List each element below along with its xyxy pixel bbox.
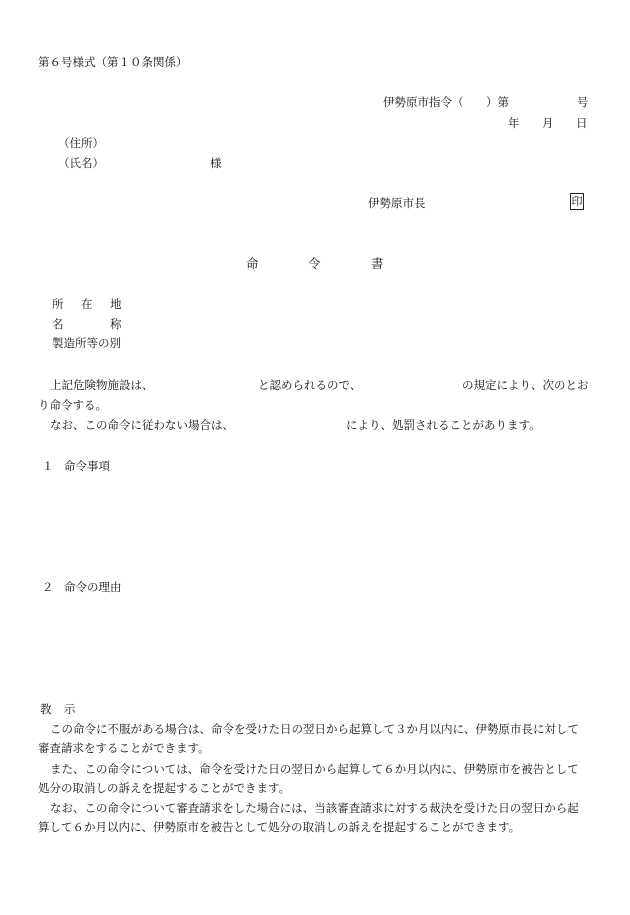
form-label: 第６号様式（第１０条関係） — [38, 55, 188, 69]
issuer-title: 伊勢原市長 — [368, 196, 426, 210]
section-2-label: 命令の理由 — [64, 580, 122, 594]
date-day: 日 — [576, 116, 588, 130]
location-label-char-3: 地 — [110, 297, 122, 311]
body-p2-part2: により、処罰されることがあります。 — [346, 418, 541, 432]
seal-mark: 印 — [571, 195, 583, 208]
location-label-char-1: 所 — [52, 297, 64, 311]
section-1-number: １ — [42, 459, 54, 473]
section-1-label: 命令事項 — [64, 459, 110, 473]
order-number-paren-close: ）第 — [486, 95, 509, 109]
category-label: 製造所等の別 — [52, 336, 121, 350]
body-p1-part3: の規定により、次のとお — [462, 378, 589, 392]
address-label: （住所） — [58, 136, 104, 150]
body-p1-line2: り命令する。 — [38, 398, 107, 412]
date-year: 年 — [508, 116, 520, 130]
body-p1-part2: と認められるので、 — [258, 378, 362, 392]
instruction-heading-char-2: 示 — [64, 702, 76, 716]
body-p2-part1: なお、この命令に従わない場合は、 — [50, 418, 234, 432]
name-label: （氏名） — [58, 156, 104, 170]
instruction-paragraph-1: この命令に不服がある場合は、命令を受けた日の翌日から起算して３か月以内に、伊勢原市長に対して審査請求をすることができます。 — [38, 722, 579, 755]
instruction-heading-char-1: 教 — [40, 702, 52, 716]
honorific: 様 — [210, 156, 222, 170]
date-month: 月 — [542, 116, 554, 130]
order-number-prefix: 伊勢原市指令（ — [383, 95, 464, 109]
doc-title-char-2: 令 — [308, 256, 321, 271]
doc-title-char-3: 書 — [371, 256, 384, 271]
body-p1-part1: 上記危険物施設は、 — [50, 378, 154, 392]
order-number-suffix: 号 — [577, 95, 589, 109]
doc-title-char-1: 命 — [246, 256, 259, 271]
location-label-char-2: 在 — [81, 297, 93, 311]
section-2-number: ２ — [42, 580, 54, 594]
facility-name-label-char-1: 名 — [52, 317, 64, 331]
facility-name-label-char-2: 称 — [110, 317, 122, 331]
instruction-paragraph-3: なお、この命令について審査請求をした場合には、当該審査請求に対する裁決を受けた日の翌日から起算して６か月以内に、伊勢原市を被告として処分の取消しの訴えを提起することができます。 — [38, 801, 579, 834]
instruction-paragraph-2: また、この命令については、命令を受けた日の翌日から起算して６か月以内に、伊勢原市を被告として処分の取消しの訴えを提起することができます。 — [38, 762, 579, 795]
